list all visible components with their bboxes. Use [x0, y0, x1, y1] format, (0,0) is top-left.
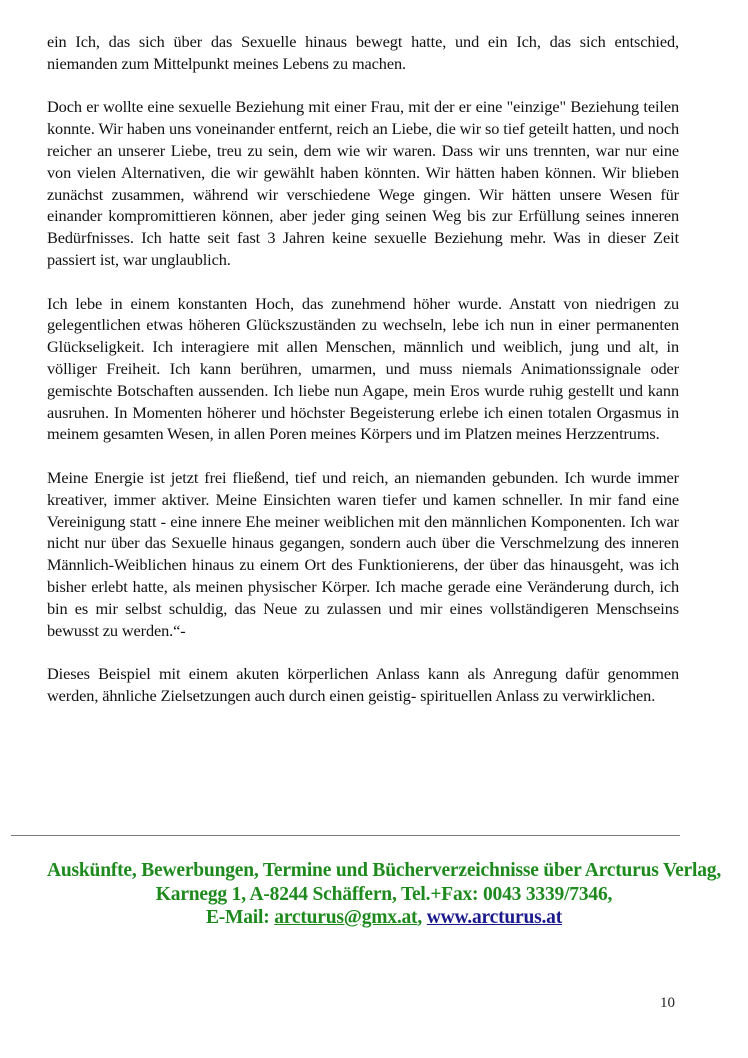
footer-line-info: Auskünfte, Bewerbungen, Termine und Bücherverzeichnisse über Arcturus Verlag, — [46, 860, 721, 881]
footer-line-address: Karnegg 1, A-8244 Schäffern, Tel.+Fax: 0043 3339/7346, — [155, 883, 613, 905]
publisher-footer — [0, 859, 748, 930]
paragraph: Meine Energie ist jetzt frei fließend, tief und reich, an niemanden gebunden. Ich wurde immer kreativer, immer aktiver. Meine Einsichten waren tiefer und kamen schneller. In mir fand eine Vereinigung statt - eine innere Ehe meiner weiblichen mit den männlichen Komponenten. Ich war nicht nur über das Sexuelle hinaus gegangen, sondern auch über die Verschmelzung des inneren Männlich-Weiblichen hinaus zu einem Ort des Funktionierens, der über das hinausgeht, was ich bisher erlebt hatte, als meinen physischer Körper. Ich mache gerade eine Veränderung durch, ich bin es mir selbst schuldig, das Neue zu zulassen und mir eines vollständigeren Menschseins bewusst zu werden.“- — [47, 467, 679, 640]
contact-separator: , — [417, 907, 427, 928]
paragraph: Ich lebe in einem konstanten Hoch, das zunehmend höher wurde. Anstatt von niedrigen zu gelegentlichen etwas höheren Glückszuständen zu wechseln, lebe ich nun in einer permanenten Glückseligkeit. Ich interagiere mit allen Menschen, männlich und weiblich, jung und alt, in völliger Freiheit. Ich kann berühren, umarmen, und muss niemals Animationssignale oder gemischte Botschaften aussenden. Ich liebe nun Agape, mein Eros wurde ruhig gestellt und kann ausruhen. In Momenten höherer und höchster Begeisterung erlebe ich einen totalen Orgasmus in meinem gesamten Wesen, in allen Poren meines Körpers und im Platzen meines Herzzentrums. — [47, 293, 679, 444]
paragraph: Doch er wollte eine sexuelle Beziehung mit einer Frau, mit der er eine "einzige" Beziehung teilen konnte. Wir haben uns voneinander entfernt, reich an Liebe, die wir so tief geteilt hatten, und noch reicher an unserer Liebe, treu zu sein, dem wie wir waren. Dass wir uns trennten, war nur eine von vielen Alternativen, die wir gewählt haben könnten. Wir hätten haben können. Wir blieben zunächst zusammen, während wir verschiedene Wege gingen. Wir hätten unsere Wesen für einander kompromittieren können, aber jeder ging seinen Weg bis zur Erfüllung seines inneren Bedürfnisses. Ich hatte seit fast 3 Jahren keine sexuelle Beziehung mehr. Was in dieser Zeit passiert ist, war unglaublich. — [47, 97, 679, 269]
email-link[interactable]: arcturus@gmx.at — [274, 907, 418, 928]
email-label: E-Mail: — [205, 907, 275, 928]
document-body — [47, 31, 679, 729]
footer-divider — [11, 835, 680, 836]
paragraph: ein Ich, das sich über das Sexuelle hinaus bewegt hatte, und ein Ich, das sich entschied, niemanden zum Mittelpunkt meines Lebens zu machen. — [47, 32, 679, 73]
footer-line-contact — [0, 906, 748, 930]
page-number: 10 — [660, 995, 675, 1011]
website-link[interactable]: www.arcturus.at — [426, 907, 563, 928]
paragraph: Dieses Beispiel mit einem akuten körperlichen Anlass kann als Anregung dafür genommen werden, ähnliche Zielsetzungen auch durch einen geistig- spirituellen Anlass zu verwirklichen. — [47, 664, 679, 705]
